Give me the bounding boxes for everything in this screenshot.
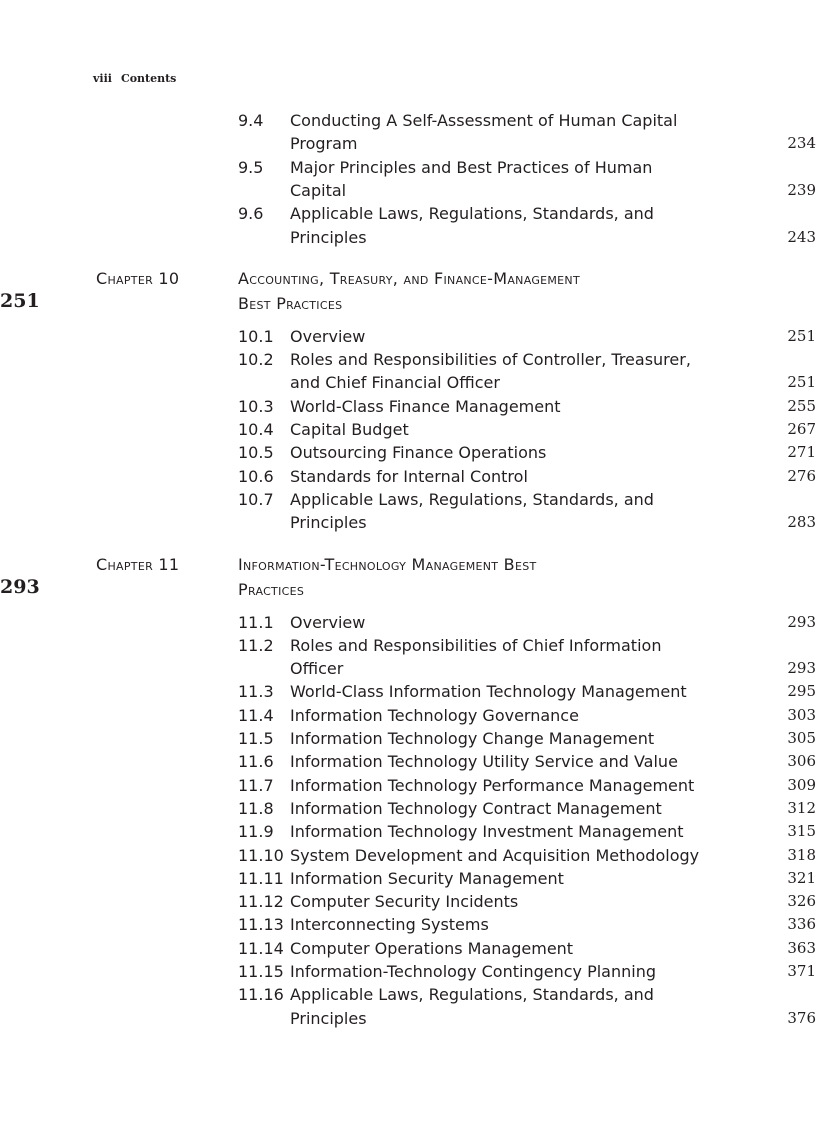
header-page-number: viii: [93, 72, 112, 85]
section-page-number: 321: [787, 868, 816, 887]
section-number: 11.9: [238, 822, 274, 842]
section-title-line: Computer Security Incidents: [290, 892, 519, 912]
section-number: 11.14: [238, 938, 284, 958]
section-page-number: 234: [787, 134, 816, 153]
section-title-line: Information Technology Utility Service and Value: [290, 752, 678, 772]
section-number: 11.13: [238, 915, 284, 935]
section-page-number: 309: [787, 775, 816, 794]
section-number: 11.16: [238, 985, 284, 1005]
section-page-number: 243: [787, 227, 816, 246]
section-page-number: 293: [787, 659, 816, 678]
section-title-line: Applicable Laws, Regulations, Standards, and: [290, 204, 654, 224]
section-title-line: Capital Budget: [290, 420, 409, 439]
section-title-line: Overview: [290, 612, 366, 632]
section-title-line: Major Principles and Best Practices of Human: [290, 157, 653, 177]
running-header: [93, 72, 176, 85]
section-title-line: Program: [290, 134, 358, 154]
section-number: 10.6: [238, 466, 274, 486]
section-title-line: Applicable Laws, Regulations, Standards, and: [290, 985, 654, 1005]
section-page-number: 295: [787, 682, 816, 701]
section-number: 11.10: [238, 845, 284, 865]
section-title-line: Overview: [290, 326, 366, 346]
section-number: 11.7: [238, 775, 274, 795]
section-page-number: 336: [787, 915, 816, 934]
section-page-number: 376: [787, 1008, 816, 1027]
section-title-line: Applicable Laws, Regulations, Standards, and: [290, 489, 654, 509]
section-number: 11.5: [238, 729, 274, 748]
section-number: 10.1: [238, 326, 274, 346]
section-number: 9.5: [238, 157, 264, 177]
section-title-line: World-Class Finance Management: [290, 396, 561, 416]
section-page-number: 276: [787, 466, 816, 485]
section-number: 11.15: [238, 962, 284, 981]
section-number: 9.4: [238, 111, 264, 130]
section-title-line: Computer Operations Management: [290, 938, 574, 958]
section-number: 11.8: [238, 798, 274, 818]
section-page-number: 267: [787, 420, 816, 438]
section-page-number: 326: [787, 892, 816, 911]
section-number: 11.1: [238, 612, 274, 632]
section-title-line: Conducting A Self-Assessment of Human Capital: [290, 111, 678, 130]
section-number: 11.2: [238, 635, 274, 655]
section-title-line: System Development and Acquisition Methodology: [290, 845, 700, 865]
header-label: Contents: [120, 72, 177, 85]
chapter-page-number: 251: [0, 289, 40, 312]
chapter-label: Chapter 10: [96, 268, 180, 288]
section-page-number: 293: [787, 612, 816, 631]
section-number: 10.7: [238, 489, 274, 509]
section-page-number: 312: [787, 798, 816, 817]
section-page-number: 271: [787, 443, 816, 462]
chapter-page-number: 293: [0, 575, 40, 598]
section-number: 11.3: [238, 682, 274, 702]
section-title-line: Roles and Responsibilities of Controller, Treasurer,: [290, 350, 691, 370]
section-title-line: World-Class Information Technology Management: [290, 682, 687, 702]
section-page-number: 371: [787, 962, 816, 980]
section-title-line: and Chief Financial Officer: [290, 373, 500, 393]
section-title-line: Officer: [290, 659, 344, 679]
section-title-line: Information Technology Performance Management: [290, 775, 695, 795]
section-title-line: Principles: [290, 513, 367, 533]
section-page-number: 283: [787, 513, 816, 532]
chapter-title-line: Information-Technology Management Best: [238, 554, 537, 574]
chapter-label: Chapter 11: [96, 554, 180, 574]
section-page-number: 255: [787, 396, 816, 415]
section-number: 10.3: [238, 396, 274, 416]
section-title-line: Information Technology Governance: [290, 705, 579, 725]
section-title-line: Roles and Responsibilities of Chief Information: [290, 635, 662, 655]
section-number: 11.6: [238, 752, 274, 772]
section-title-line: Principles: [290, 227, 367, 247]
section-page-number: 251: [787, 326, 816, 345]
section-title-line: Standards for Internal Control: [290, 466, 528, 486]
section-page-number: 239: [787, 180, 816, 199]
section-title-line: Information Technology Change Management: [290, 729, 655, 748]
section-number: 11.11: [238, 868, 284, 888]
chapter-title-line: Practices: [238, 579, 305, 599]
section-title-line: Information-Technology Contingency Planning: [290, 962, 657, 981]
section-title-line: Principles: [290, 1008, 367, 1028]
section-page-number: 318: [787, 845, 816, 864]
section-number: 10.2: [238, 350, 274, 370]
section-number: 10.5: [238, 443, 274, 463]
section-page-number: 315: [787, 822, 816, 841]
section-page-number: 305: [787, 729, 816, 747]
chapter-title-line: Best Practices: [238, 293, 343, 313]
section-page-number: 303: [787, 705, 816, 724]
section-number: 11.4: [238, 705, 274, 725]
section-page-number: 251: [787, 373, 816, 392]
section-title-line: Capital: [290, 180, 347, 200]
section-title-line: Interconnecting Systems: [290, 915, 489, 935]
section-title-line: Information Security Management: [290, 868, 564, 888]
section-title-line: Information Technology Investment Management: [290, 822, 684, 842]
section-number: 9.6: [238, 204, 264, 224]
section-title-line: Outsourcing Finance Operations: [290, 443, 547, 463]
section-number: 10.4: [238, 420, 274, 439]
section-page-number: 306: [787, 752, 816, 771]
section-title-line: Information Technology Contract Management: [290, 798, 662, 818]
section-number: 11.12: [238, 892, 284, 912]
section-page-number: 363: [787, 938, 816, 957]
chapter-title-line: Accounting, Treasury, and Finance-Management: [238, 268, 580, 288]
